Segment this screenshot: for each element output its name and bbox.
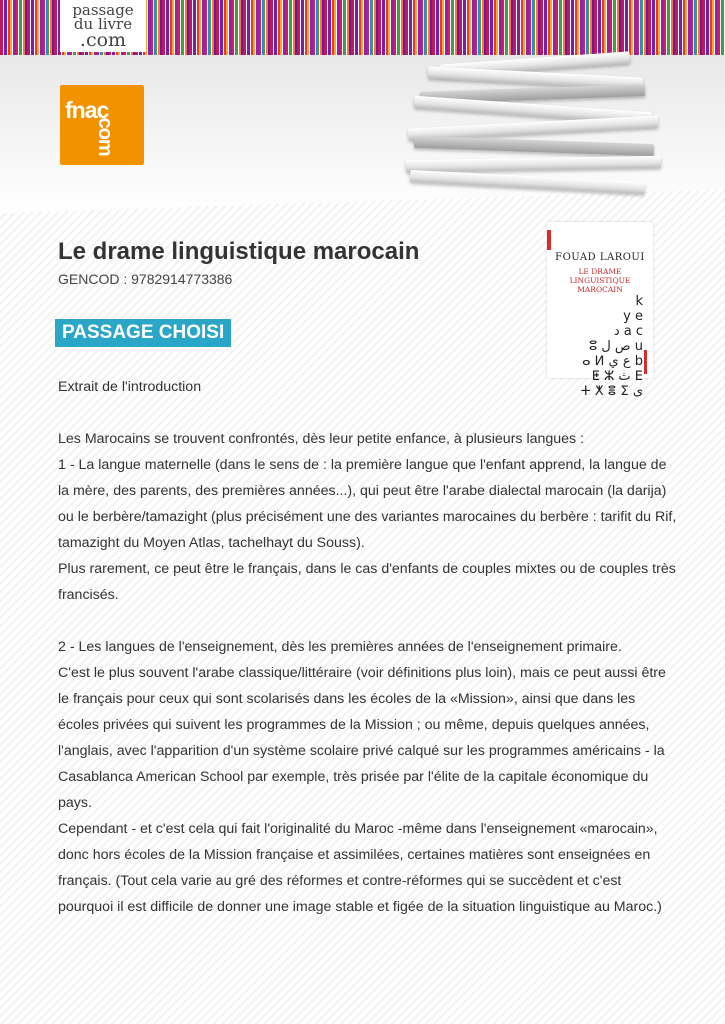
passage-du-livre-logo[interactable]	[60, 0, 146, 52]
paragraph-3: Plus rarement, ce peut être le français, dans le cas d'enfants de couples mixtes ou de couples très francisés.	[58, 561, 676, 603]
logo-line-3: .com	[79, 29, 127, 51]
cover-letters-illustration	[551, 294, 643, 399]
cover-title-line-1: LE DRAME	[578, 267, 622, 276]
cover-red-bar-bottom	[644, 350, 647, 374]
cover-glyphs-3: د a c	[613, 324, 643, 339]
book-stack-image	[400, 58, 680, 198]
intro-label: Extrait de l'introduction	[58, 379, 202, 395]
cover-glyphs-7: ⵜ ⵅ ⴻ ⵉ ى	[580, 384, 643, 399]
cover-title-line-3: MAROCAIN	[577, 285, 623, 294]
fnac-logo-main: fnac	[65, 97, 109, 123]
logo-line-1: passage	[72, 1, 134, 19]
cover-glyphs-4: ⵓ ص ل u	[588, 339, 643, 354]
cover-glyphs-2: y e	[623, 309, 643, 324]
paragraph-6: Cependant - et c'est cela qui fait l'originalité du Maroc -même dans l'enseignement «marocain», donc hors écoles de la Mission française et assimilées, certaines matières sont enseignées en français. (Tout cela varie au gré des réformes et contre-réformes qui se succèdent et c'est pourquoi il est difficile de donner une image stable et figée de la situation linguistique au Maroc.)	[58, 821, 662, 915]
cover-red-bar-top	[547, 230, 551, 250]
paragraph-gap	[58, 608, 678, 634]
cover-author: FOUAD LAROUI	[555, 252, 645, 263]
cover-glyphs-1: k	[635, 294, 643, 309]
gencod-code: GENCOD : 9782914773386	[58, 271, 233, 287]
section-badge: PASSAGE CHOISI	[55, 319, 231, 347]
paragraph-2: 1 - La langue maternelle (dans le sens de : la première langue que l'enfant apprend, la langue de la mère, des parents, des premières années...), qui peut être l'arabe dialectal marocain (la darija) ou le berbère/tamazight (plus précisément une des variantes marocaines du berbère : tarifit du Rif, tamazight du Moyen Atlas, tachelhayt du Souss).	[58, 457, 677, 551]
fnac-logo[interactable]	[60, 85, 144, 165]
paragraph-gap	[58, 400, 678, 426]
cover-title	[555, 267, 645, 294]
book-cover[interactable]	[547, 222, 653, 399]
book-title: Le drame linguistique marocain	[58, 238, 420, 265]
excerpt-body	[58, 374, 678, 920]
cover-glyphs-6: ⵟ ⵣ ث ⴹ	[591, 369, 643, 384]
paragraph-4: 2 - Les langues de l'enseignement, dès les premières années de l'enseignement primaire.	[58, 639, 622, 655]
paragraph-5: C'est le plus souvent l'arabe classique/littéraire (voir définitions plus loin), mais ce peut aussi être le français pour ceux qui sont scolarisés dans les écoles de la «Mission», ainsi que dans les écoles privées qui suivent les programmes de la Mission ; ou même, depuis quelques années, l'anglais, avec l'apparition d'un système scolaire privé calqué sur les programmes américains - la Casablanca American School par exemple, très prisée par l'élite de la capitale économique du pays.	[58, 665, 666, 811]
paragraph-1: Les Marocains se trouvent confrontés, dès leur petite enfance, à plusieurs langues :	[58, 431, 585, 447]
cover-title-line-2: LINGUISTIQUE	[569, 276, 631, 285]
cover-glyphs-5: ⴰ ⵍ ع ي b	[582, 354, 643, 369]
logo-line-2: du livre	[73, 15, 133, 33]
fnac-logo-suffix: .com	[94, 113, 116, 156]
